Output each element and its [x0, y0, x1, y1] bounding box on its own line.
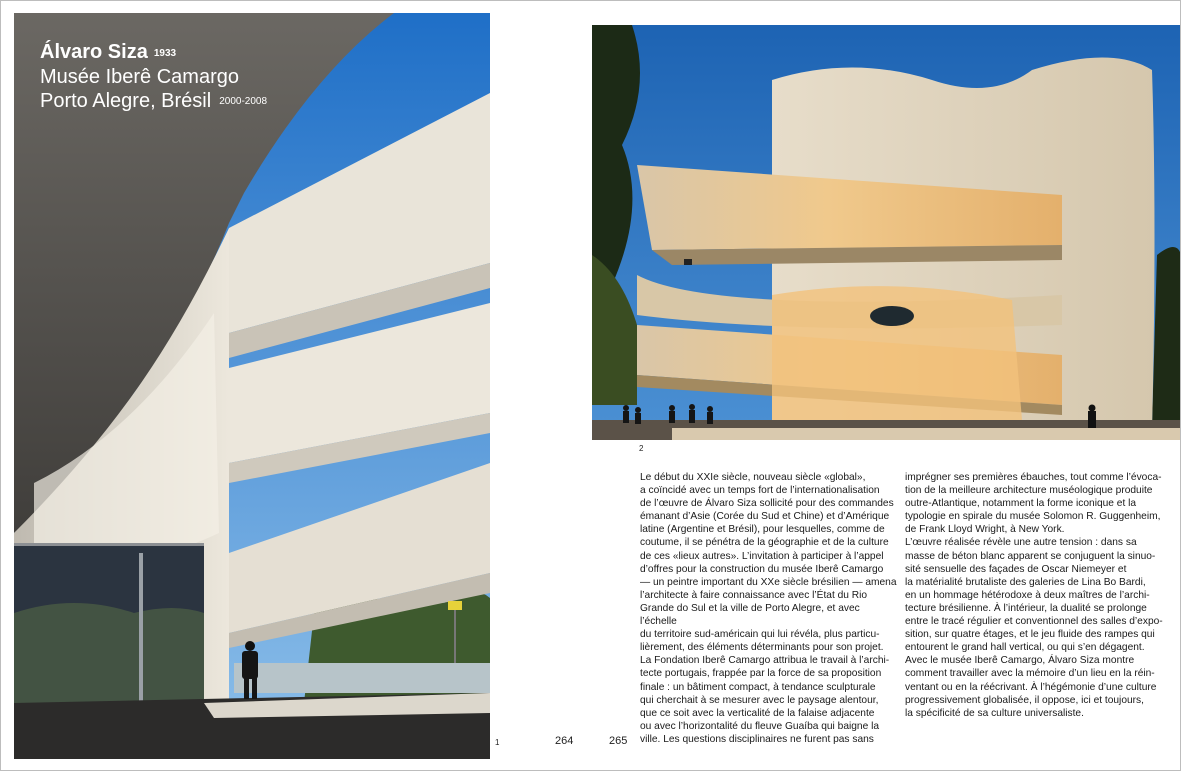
- text-line: tecte portugais, frappée par la force de sa proposition: [640, 668, 882, 680]
- text-line: lièrement, des éléments déterminants pour son projet.: [640, 642, 884, 654]
- text-line: comment travailler avec la mémoire d’un lieu en la réin-: [905, 668, 1155, 680]
- text-line: ventant ou en la réécrivant. À l’hégémonie d’une culture: [905, 681, 1157, 693]
- text-line: finale : un bâtiment compact, à tendance sculpturale: [640, 681, 876, 693]
- text-line: émanant d’Asie (Corée du Sud et Chine) et d’Amérique: [640, 511, 890, 523]
- text-line: outre-Atlantique, notamment la forme iconique et la: [905, 498, 1137, 510]
- text-line: que ce soit avec la verticalité de la falaise adjacente: [640, 707, 875, 719]
- photo-ramps-image: [14, 13, 490, 759]
- text-line: de ces «lieux autres». L’invitation à participer à l’appel: [640, 550, 884, 562]
- text-line: coutume, il se pénétra de la géographie et de la culture: [640, 537, 889, 549]
- text-line: d’offres pour la construction du musée Iberê Camargo: [640, 563, 884, 575]
- text-line: l’architecte à faire connaissance avec l’État du Rio: [640, 589, 868, 601]
- body-text-column-1: [640, 471, 898, 746]
- text-line: du territoire sud-américain qui lui révéla, plus particu-: [640, 629, 880, 641]
- building-location: Porto Alegre, Brésil: [40, 90, 212, 112]
- page-number-right: 265: [609, 735, 628, 747]
- text-line: Grande do Sul et la ville de Porto Alegre, et avec l’échelle: [640, 602, 860, 628]
- text-line: imprégner ses premières ébauches, tout comme l’évoca-: [905, 472, 1162, 483]
- photo-museum-facade: [592, 25, 1181, 440]
- body-text-column-2: [905, 471, 1163, 720]
- text-line: ville. Les questions disciplinaires ne furent pas sans: [640, 733, 874, 745]
- architect-name: Álvaro Siza: [40, 41, 148, 63]
- text-line: tecture brésilienne. À l’intérieur, la dualité se prolonge: [905, 602, 1147, 614]
- architect-birth-year: 1933: [153, 48, 177, 59]
- text-line: de l’œuvre de Álvaro Siza sollicité pour des commandes: [640, 498, 894, 510]
- building-name: Musée Iberê Camargo: [40, 66, 239, 88]
- project-dates: 2000-2008: [219, 96, 268, 107]
- text-line: de Frank Lloyd Wright, à New York.: [905, 524, 1065, 536]
- photo-facade-image: [592, 25, 1181, 440]
- photo-museum-ramps: [14, 13, 490, 759]
- text-line: entre le tracé régulier et conventionnel des salles d’expo-: [905, 616, 1163, 628]
- project-heading: [40, 41, 267, 114]
- text-line: ou avec l’horizontalité du fleuve Guaíba qui baigne la: [640, 720, 880, 732]
- text-line: en un hommage hétérodoxe à deux maîtres de l’archi-: [905, 589, 1150, 601]
- text-line: Avec le musée Iberê Camargo, Álvaro Siza montre: [905, 655, 1135, 667]
- text-line: sition, sur quatre étages, et le jeu fluide des rampes qui: [905, 629, 1155, 641]
- text-line: tion de la meilleure architecture muséologique produite: [905, 485, 1153, 497]
- figure-number-right: 2: [639, 444, 644, 453]
- text-line: la matérialité brutaliste des galeries de Lina Bo Bardi,: [905, 576, 1146, 588]
- text-line: latine (Argentine et Brésil), pour lesquelles, comme de: [640, 524, 885, 536]
- page-number-left: 264: [555, 735, 574, 747]
- text-line: sité sensuelle des façades de Oscar Niemeyer et: [905, 563, 1127, 575]
- text-line: Le début du XXIe siècle, nouveau siècle «global»,: [640, 472, 866, 483]
- figure-number-left: 1: [495, 738, 500, 747]
- text-line: — un peintre important du XXe siècle brésilien — amena: [640, 576, 897, 588]
- text-line: L’œuvre réalisée révèle une autre tension : dans sa: [905, 537, 1137, 549]
- text-line: entourent le grand hall vertical, ou qui s’en dégagent.: [905, 642, 1145, 654]
- text-line: progressivement globalisée, il oppose, ici et toujours,: [905, 694, 1144, 706]
- text-line: typologie en spirale du musée Solomon R. Guggenheim,: [905, 511, 1161, 523]
- text-line: La Fondation Iberê Camargo attribua le travail à l’archi-: [640, 655, 890, 667]
- text-line: masse de béton blanc apparent se conjuguent la sinuo-: [905, 550, 1156, 562]
- text-line: a coïncidé avec un temps fort de l’internationalisation: [640, 485, 880, 497]
- text-line: qui cherchait à se mesurer avec le paysage alentour,: [640, 694, 879, 706]
- text-line: la spécificité de sa culture universaliste.: [905, 707, 1084, 719]
